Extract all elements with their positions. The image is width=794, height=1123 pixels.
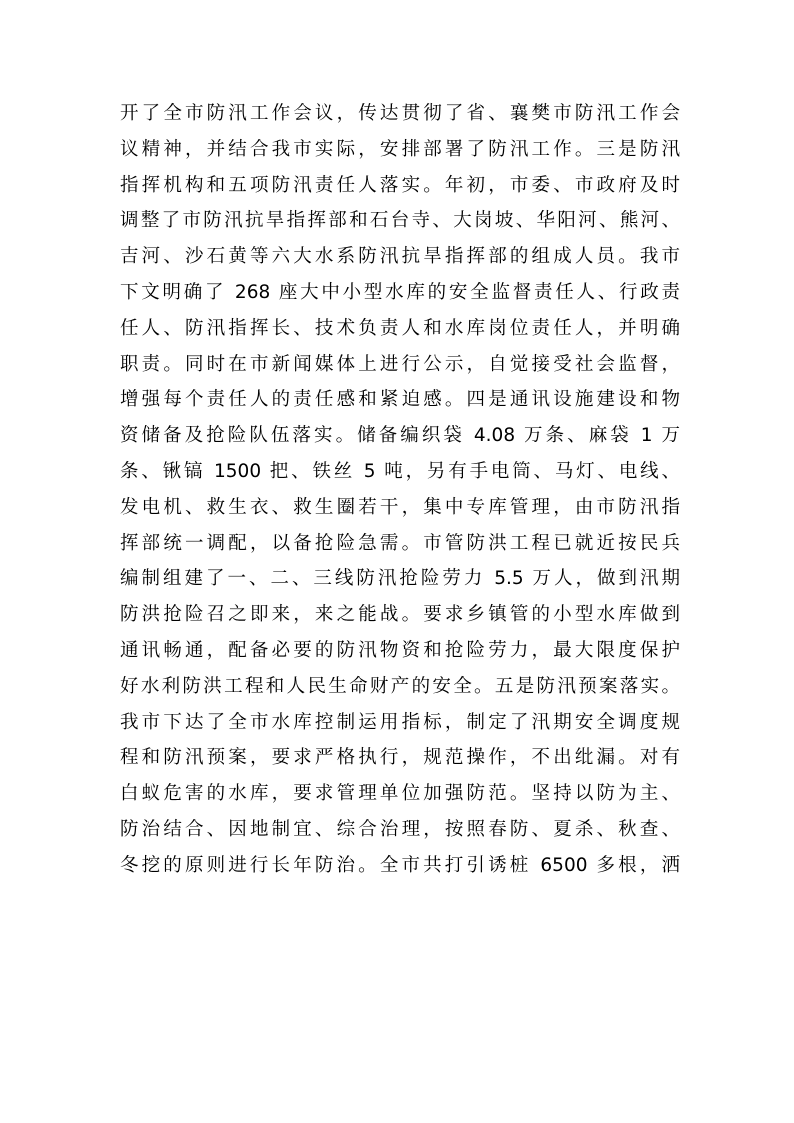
text-line: 通讯畅通，配备必要的防汛物资和抢险劳力，最大限度保护 <box>120 639 680 661</box>
text-line: 防治结合、因地制宜、综合治理，按照春防、夏杀、秋查、 <box>120 818 680 840</box>
text-line: 吉河、沙石黄等六大水系防汛抗旱指挥部的组成人员。我市 <box>120 246 680 268</box>
text-line: 资储备及抢险队伍落实。储备编织袋 4.08 万条、麻袋 1 万 <box>120 425 680 447</box>
text-line: 挥部统一调配，以备抢险急需。市管防洪工程已就近按民兵 <box>120 532 680 554</box>
text-line: 程和防汛预案，要求严格执行，规范操作，不出纰漏。对有 <box>120 747 680 769</box>
text-line: 任人、防汛指挥长、技术负责人和水库岗位责任人，并明确 <box>120 317 680 339</box>
text-line: 开了全市防汛工作会议，传达贯彻了省、襄樊市防汛工作会 <box>120 103 680 124</box>
text-line: 调整了市防汛抗旱指挥部和石台寺、大岗坡、华阳河、熊河、 <box>120 210 680 232</box>
text-line: 议精神，并结合我市实际，安排部署了防汛工作。三是防汛 <box>120 138 680 160</box>
text-line: 发电机、救生衣、救生圈若干，集中专库管理，由市防汛指 <box>120 496 680 518</box>
text-line: 防洪抢险召之即来，来之能战。要求乡镇管的小型水库做到 <box>120 604 680 626</box>
text-line: 编制组建了一、二、三线防汛抢险劳力 5.5 万人，做到汛期 <box>120 568 680 590</box>
text-line: 冬挖的原则进行长年防治。全市共打引诱桩 6500 多根，洒 <box>120 854 680 876</box>
text-line: 增强每个责任人的责任感和紧迫感。四是通讯设施建设和物 <box>120 389 680 411</box>
text-line: 我市下达了全市水库控制运用指标，制定了汛期安全调度规 <box>120 711 680 733</box>
text-line: 条、锹镐 1500 把、铁丝 5 吨，另有手电筒、马灯、电线、 <box>120 460 680 482</box>
text-line: 指挥机构和五项防汛责任人落实。年初，市委、市政府及时 <box>120 174 680 196</box>
text-line: 下文明确了 268 座大中小型水库的安全监督责任人、行政责 <box>120 281 680 303</box>
text-line: 白蚁危害的水库，要求管理单位加强防范。坚持以防为主、 <box>120 783 680 805</box>
text-line: 职责。同时在市新闻媒体上进行公示，自觉接受社会监督， <box>120 353 680 375</box>
body-text <box>120 96 680 884</box>
text-line: 好水利防洪工程和人民生命财产的安全。五是防汛预案落实。 <box>120 675 680 697</box>
